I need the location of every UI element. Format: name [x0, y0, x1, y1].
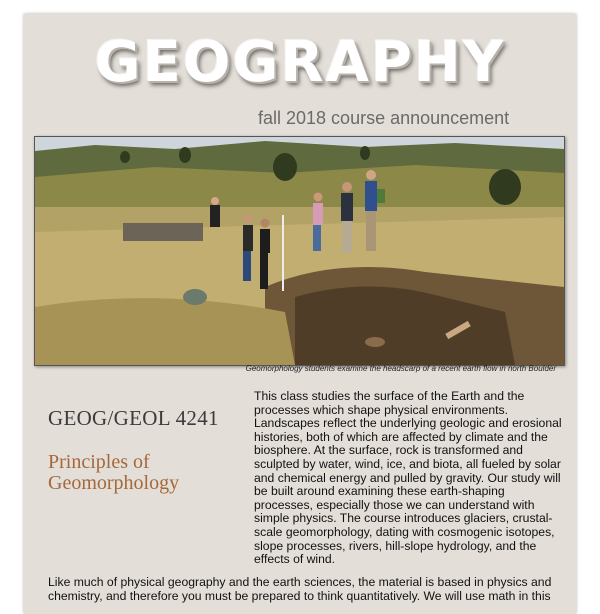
course-code: GEOG/GEOL 4241 — [48, 406, 219, 430]
field-photo — [34, 136, 565, 366]
course-requirements-text: Like much of physical geography and the earth sciences, the material is based in physics and chemistry, and therefore you must be prepared to think quantitatively. We will use math in this — [48, 575, 552, 603]
flyer-title: GEOGRAPHY — [94, 30, 506, 95]
photo-caption: Geomorphology students examine the headscarp of a recent earth flow in north Boulder — [245, 364, 556, 373]
flyer-subtitle: fall 2018 course announcement — [258, 108, 510, 128]
course-description: This class studies the surface of the Earth and the processes which shape physical environments. Landscapes reflect the underlying geologic and erosional histories, both of which are affected by climate and the biosphere. At the surface, rock is transformed and sculpted by water, wind, ice, and biota, all fueled by solar and chemical energy and pulled by gravity. Our study will be built around examining these earth-shaping processes, especially those we can understand with simple physics. The course introduces glaciers, crustal-scale geomorphology, dating with cosmogenic isotopes, slope processes, rivers, hill-slope hydrology, and the effects of wind. — [254, 389, 562, 567]
course-name: Principles of Geomorphology — [48, 451, 180, 494]
